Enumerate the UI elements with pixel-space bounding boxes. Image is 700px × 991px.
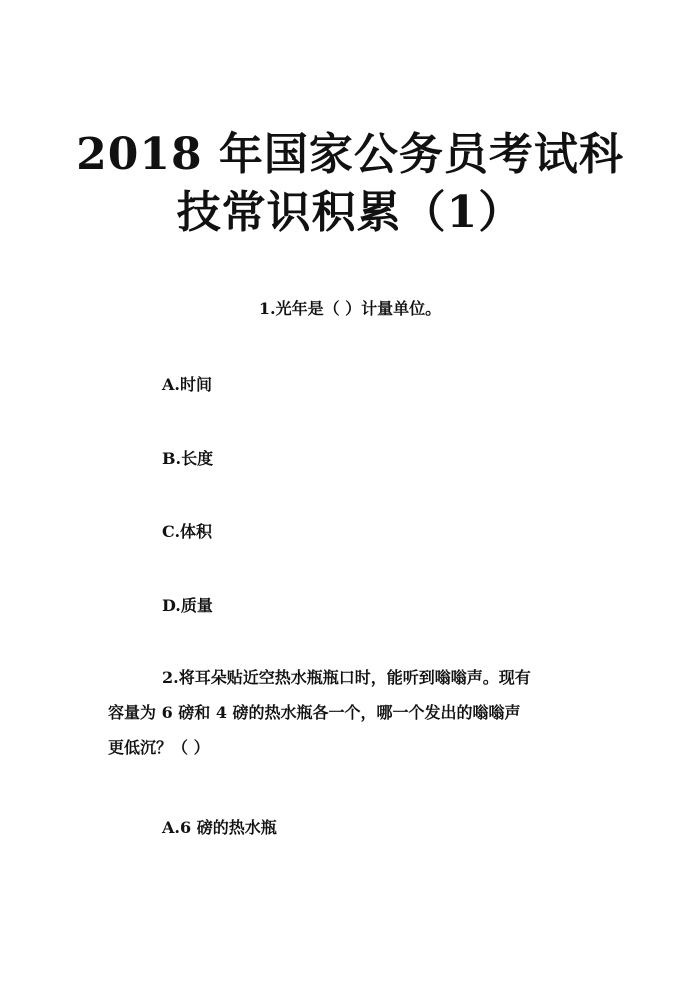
document-title-line-2: 技常识积累（1） — [176, 187, 524, 238]
question-2-line-3: 更低沉？（ ） — [108, 738, 210, 757]
question-2-line-2: 容量为 6 磅和 4 磅的热水瓶各一个，哪一个发出的嗡嗡声 — [108, 703, 521, 722]
question-1-option-a: A.时间 — [162, 375, 212, 394]
question-2-line-1: 2.将耳朵贴近空热水瓶瓶口时，能听到嗡嗡声。现有 — [162, 668, 531, 687]
question-1-option-b: B.长度 — [162, 449, 214, 468]
document-title-line-1: 2018 年国家公务员考试科 — [76, 129, 624, 180]
question-2-option-a: A.6 磅的热水瓶 — [162, 818, 277, 837]
question-1-text: 1.光年是（ ）计量单位。 — [258, 299, 442, 318]
question-2-text — [108, 660, 600, 765]
question-1-option-c: C.体积 — [162, 522, 213, 541]
question-1-option-d: D.质量 — [162, 596, 213, 615]
